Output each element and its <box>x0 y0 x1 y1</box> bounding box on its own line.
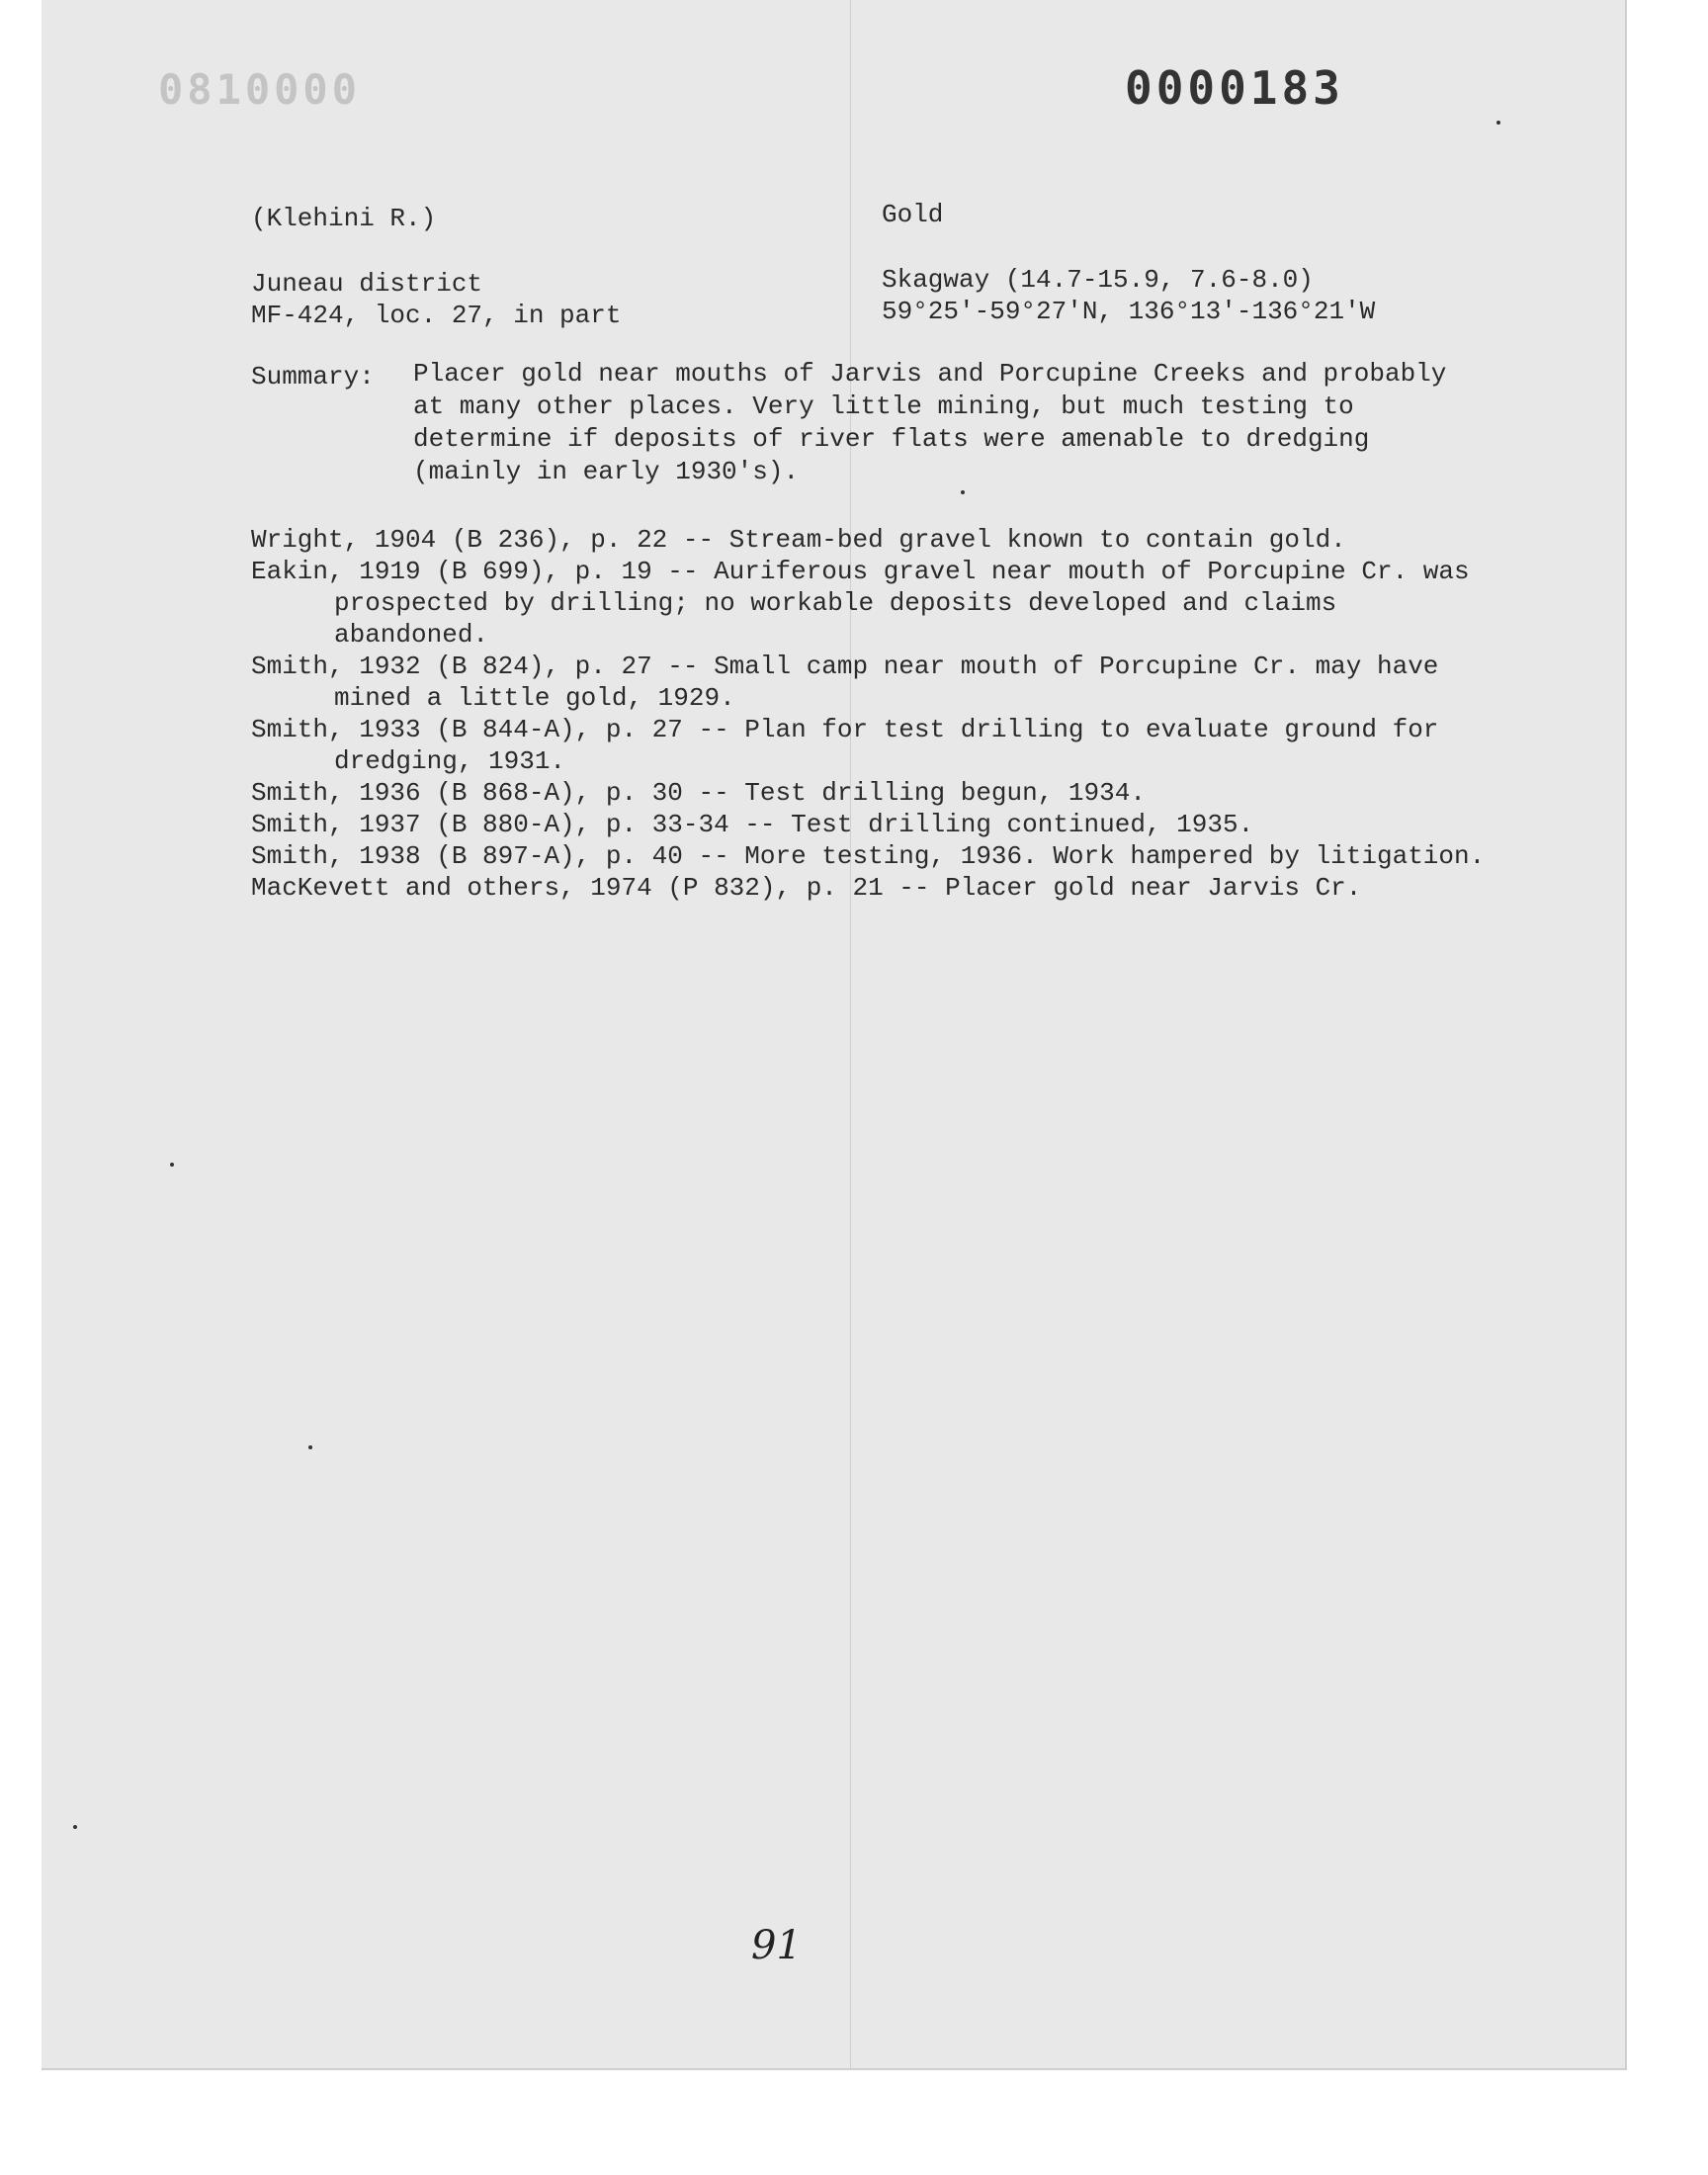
scan-speck <box>308 1445 312 1449</box>
header-commodity: Gold <box>882 200 944 229</box>
reference-item: Smith, 1933 (B 844-A), p. 27 -- Plan for test drilling to evaluate ground for dredging, 1931. <box>251 715 1439 776</box>
scan-speck <box>961 490 965 494</box>
header-coordinates: 59°25'-59°27'N, 136°13'-136°21'W <box>882 297 1376 326</box>
reference-item: Eakin, 1919 (B 699), p. 19 -- Auriferous gravel near mouth of Porcupine Cr. was prospected by drilling; no workable deposits developed and claims abandoned. <box>251 557 1470 650</box>
header-map-ref: MF-424, loc. 27, in part <box>251 301 622 330</box>
summary-label: Summary: <box>251 362 375 392</box>
stamp-number: 0000183 <box>1125 61 1344 115</box>
header-district: Juneau district <box>251 269 483 299</box>
reference-item: Smith, 1938 (B 897-A), p. 40 -- More testing, 1936. Work hampered by litigation. <box>251 841 1486 871</box>
page-fold-line <box>850 0 851 2068</box>
header-quadrangle: Skagway (14.7-15.9, 7.6-8.0) <box>882 265 1314 295</box>
reference-item: MacKevett and others, 1974 (P 832), p. 21 -- Placer gold near Jarvis Cr. <box>251 873 1362 903</box>
scan-speck <box>170 1163 174 1167</box>
reference-item: Smith, 1937 (B 880-A), p. 33-34 -- Test drilling continued, 1935. <box>251 810 1254 839</box>
handwritten-page-number: 91 <box>751 1923 802 1968</box>
reference-item: Smith, 1936 (B 868-A), p. 30 -- Test drilling begun, 1934. <box>251 778 1146 808</box>
scan-speck <box>1496 121 1500 125</box>
reference-list <box>251 524 1487 904</box>
faded-stamp-number: 0810000 <box>158 65 362 114</box>
scan-speck <box>73 1825 77 1829</box>
reference-item: Smith, 1932 (B 824), p. 27 -- Small camp near mouth of Porcupine Cr. may have mined a little gold, 1929. <box>251 652 1439 713</box>
header-name: (Klehini R.) <box>251 204 437 233</box>
reference-item: Wright, 1904 (B 236), p. 22 -- Stream-bed gravel known to contain gold. <box>251 525 1346 555</box>
summary-text: Placer gold near mouths of Jarvis and Porcupine Creeks and probably at many other places. Very little mining, but much testing to determine if deposits of river flats were amenable to dredging (mainly in early 1930's). <box>413 359 1447 486</box>
